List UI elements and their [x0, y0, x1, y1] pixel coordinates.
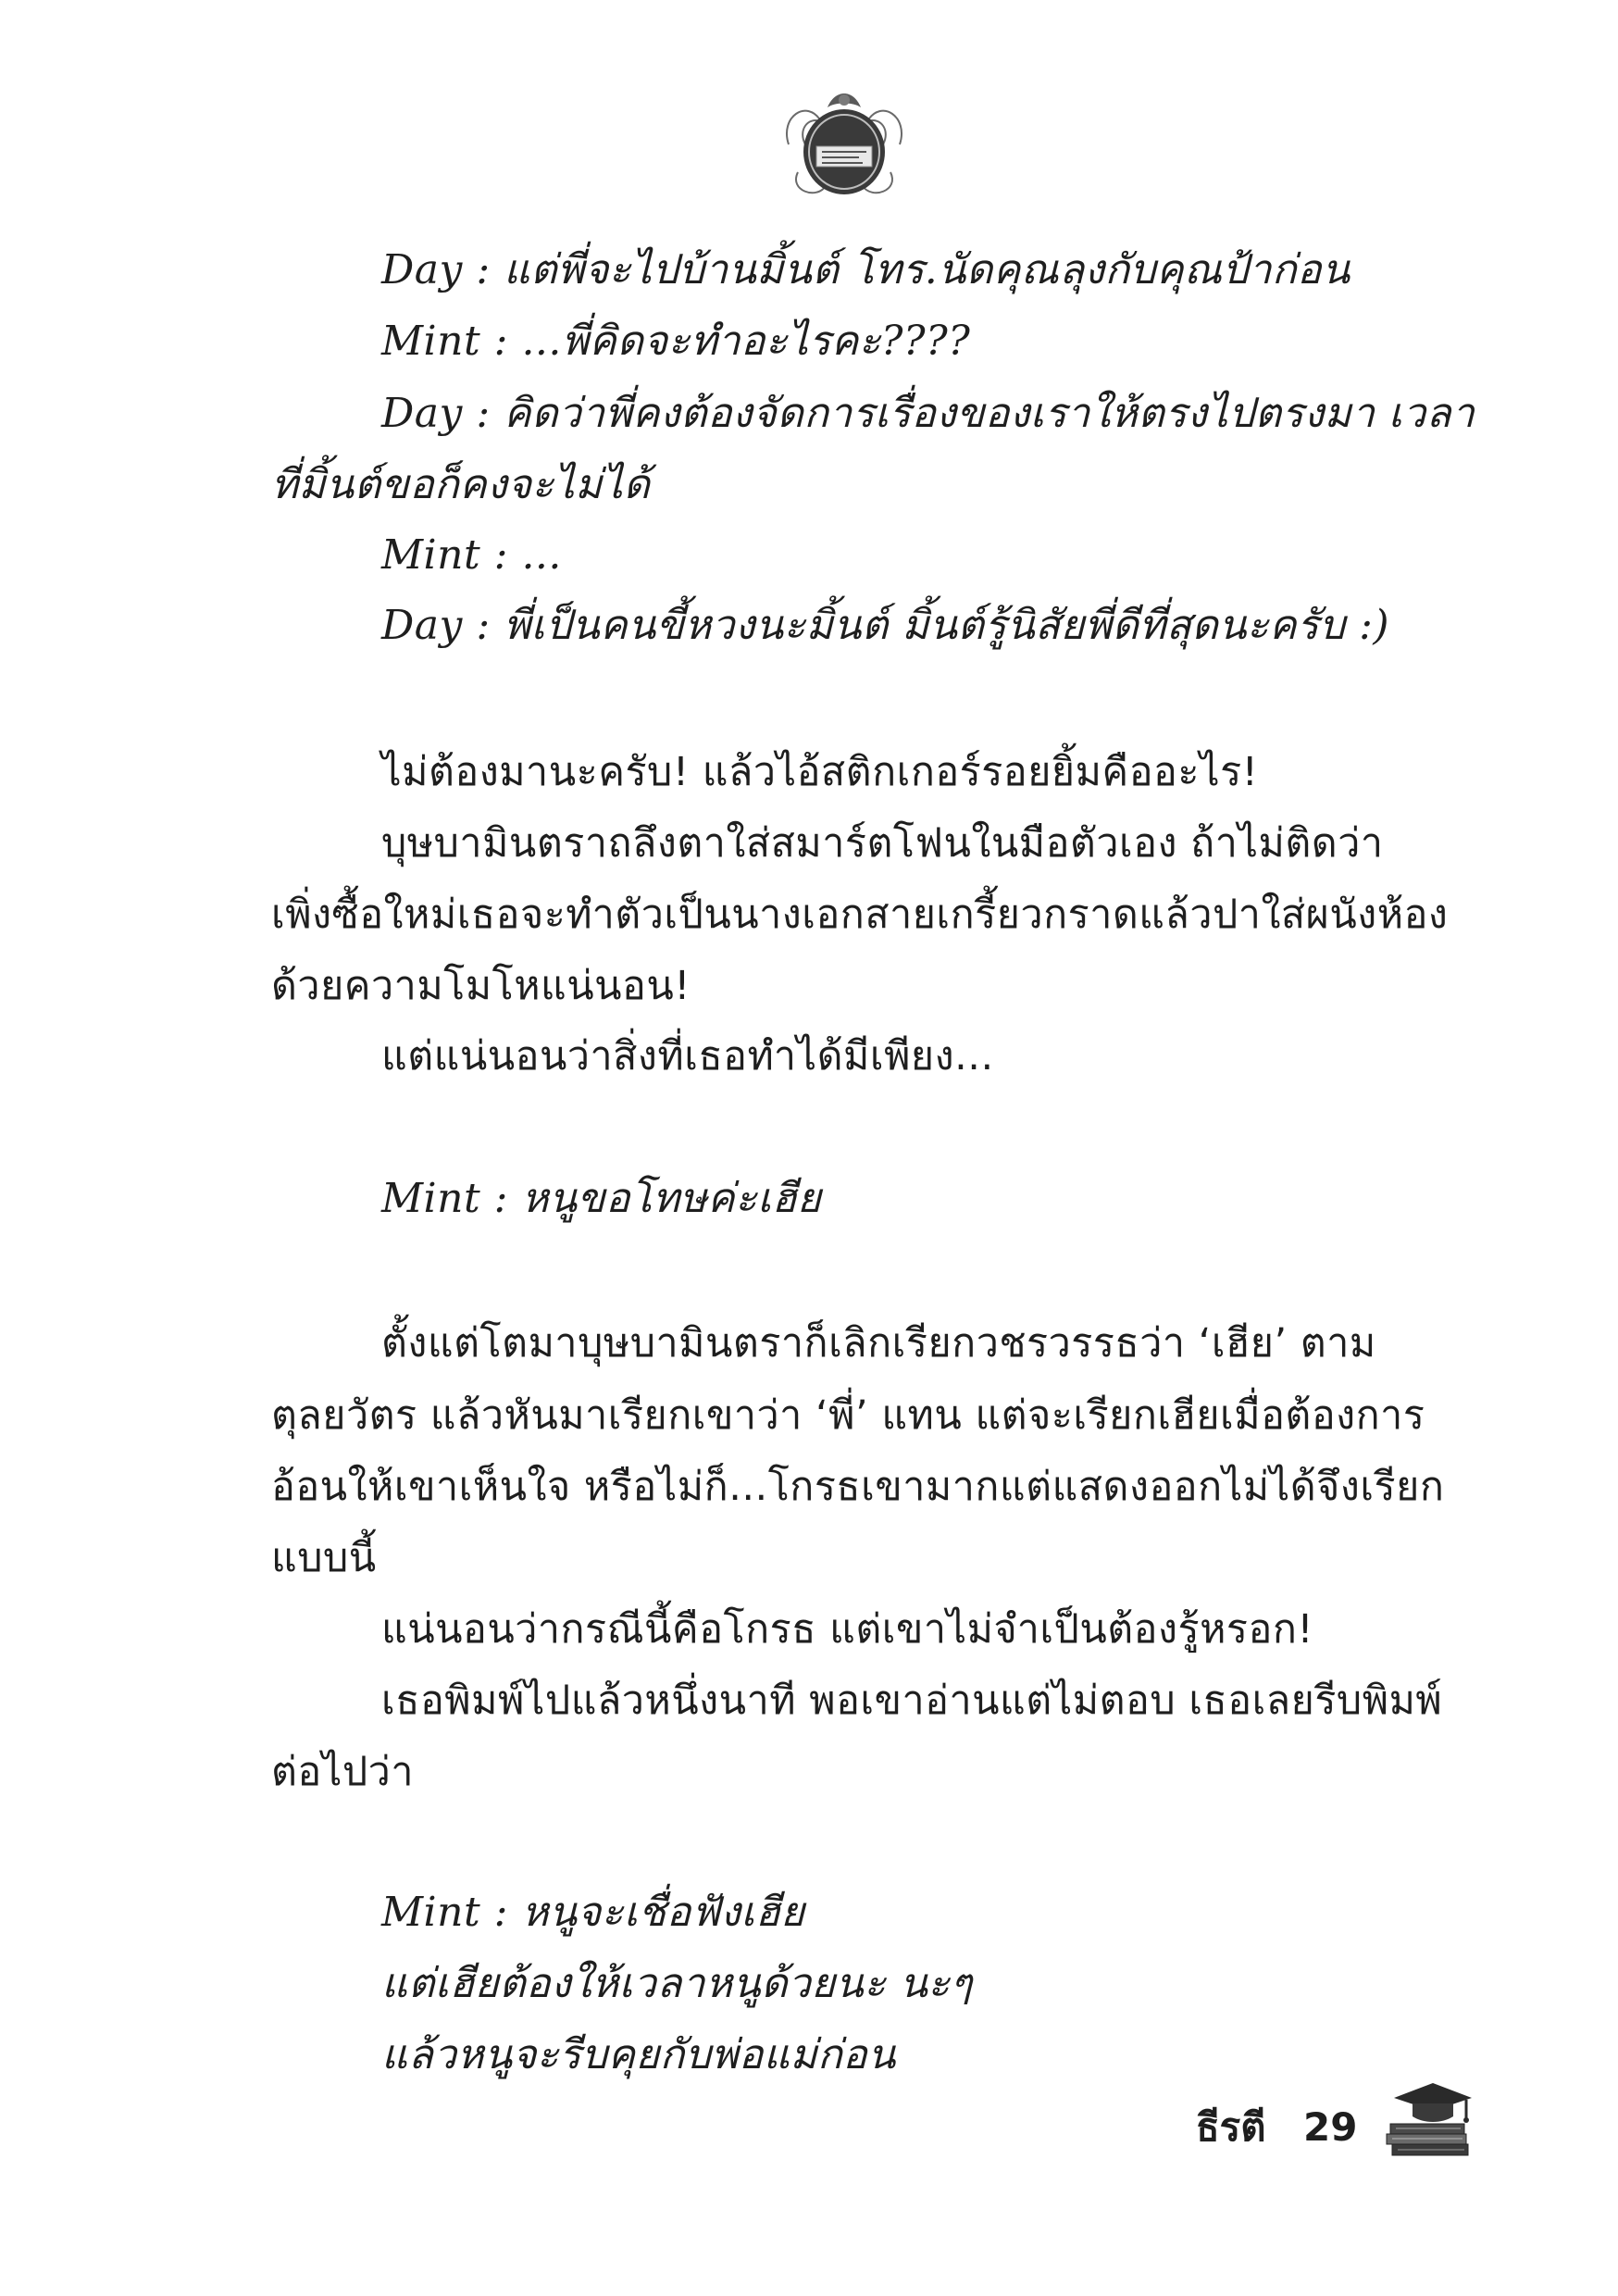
narrative-line: ตุลยวัตร แล้วหันมาเรียกเขาว่า ‘พี่’ แทน แต่จะเรียกเฮียเมื่อต้องการ: [271, 1392, 1425, 1439]
narrative-line: แต่แน่นอนว่าสิ่งที่เธอทำได้มีเพียง...: [381, 1033, 994, 1079]
narrative-line: เพิ่งซื้อใหม่เธอจะทำตัวเป็นนางเอกสายเกรี้ยวกราดแล้วปาใส่ผนังห้อง: [271, 892, 1449, 938]
chat-line: Mint : ...พี่คิดจะทำอะไรคะ????: [381, 318, 971, 365]
chat-line: Mint : หนูจะเชื่อฟังเฮีย: [381, 1889, 805, 1936]
chat-line: Mint : หนูขอโทษค่ะเฮีย: [381, 1175, 822, 1222]
narrative-line: แบบนี้: [271, 1535, 377, 1581]
chat-line: Day : แต่พี่จะไปบ้านมิ้นต์ โทร.นัดคุณลุงกับคุณป้าก่อน: [381, 246, 1350, 293]
chat-line: แต่เฮียต้องให้เวลาหนูด้วยนะ นะๆ: [381, 1960, 973, 2007]
chat-line: Day : คิดว่าพี่คงต้องจัดการเรื่องของเราให้ตรงไปตรงมา เวลา: [381, 390, 1475, 437]
ornate-crest-logo: [770, 80, 918, 209]
footer-author: ธีรตี: [1196, 2104, 1266, 2150]
narrative-line: ตั้งแต่โตมาบุษบามินตราก็เลิกเรียกวชรวรรธว่า ‘เฮีย’ ตาม: [381, 1320, 1376, 1366]
chat-line: Mint : ...: [381, 531, 562, 579]
narrative-line: เธอพิมพ์ไปแล้วหนึ่งนาที พอเขาอ่านแต่ไม่ตอบ เธอเลยรีบพิมพ์: [381, 1678, 1443, 1724]
narrative-line: แน่นอนว่ากรณีนี้คือโกรธ แต่เขาไม่จำเป็นต้องรู้หรอก!: [381, 1606, 1314, 1653]
narrative-line: บุษบามินตราถลึงตาใส่สมาร์ตโฟนในมือตัวเอง ถ้าไม่ติดว่า: [381, 820, 1384, 867]
narrative-line: ไม่ต้องมานะครับ! แล้วไอ้สติกเกอร์รอยยิ้มคืออะไร!: [381, 749, 1259, 795]
chat-line: ที่มิ้นต์ขอก็คงจะไม่ได้: [271, 461, 651, 508]
chat-line: Day : พี่เป็นคนขี้หวงนะมิ้นต์ มิ้นต์รู้นิสัยพี่ดีที่สุดนะครับ :): [381, 602, 1390, 649]
page-number: 29: [1303, 2104, 1358, 2150]
narrative-line: ต่อไปว่า: [271, 1749, 414, 1795]
books-graduation-cap-icon: [1377, 2070, 1479, 2163]
chat-line: แล้วหนูจะรีบคุยกับพ่อแม่ก่อน: [381, 2031, 896, 2078]
narrative-line: อ้อนให้เขาเห็นใจ หรือไม่ก็...โกรธเขามากแต่แสดงออกไม่ได้จึงเรียก: [271, 1464, 1445, 1510]
narrative-line: ด้วยความโมโหแน่นอน!: [271, 963, 691, 1009]
